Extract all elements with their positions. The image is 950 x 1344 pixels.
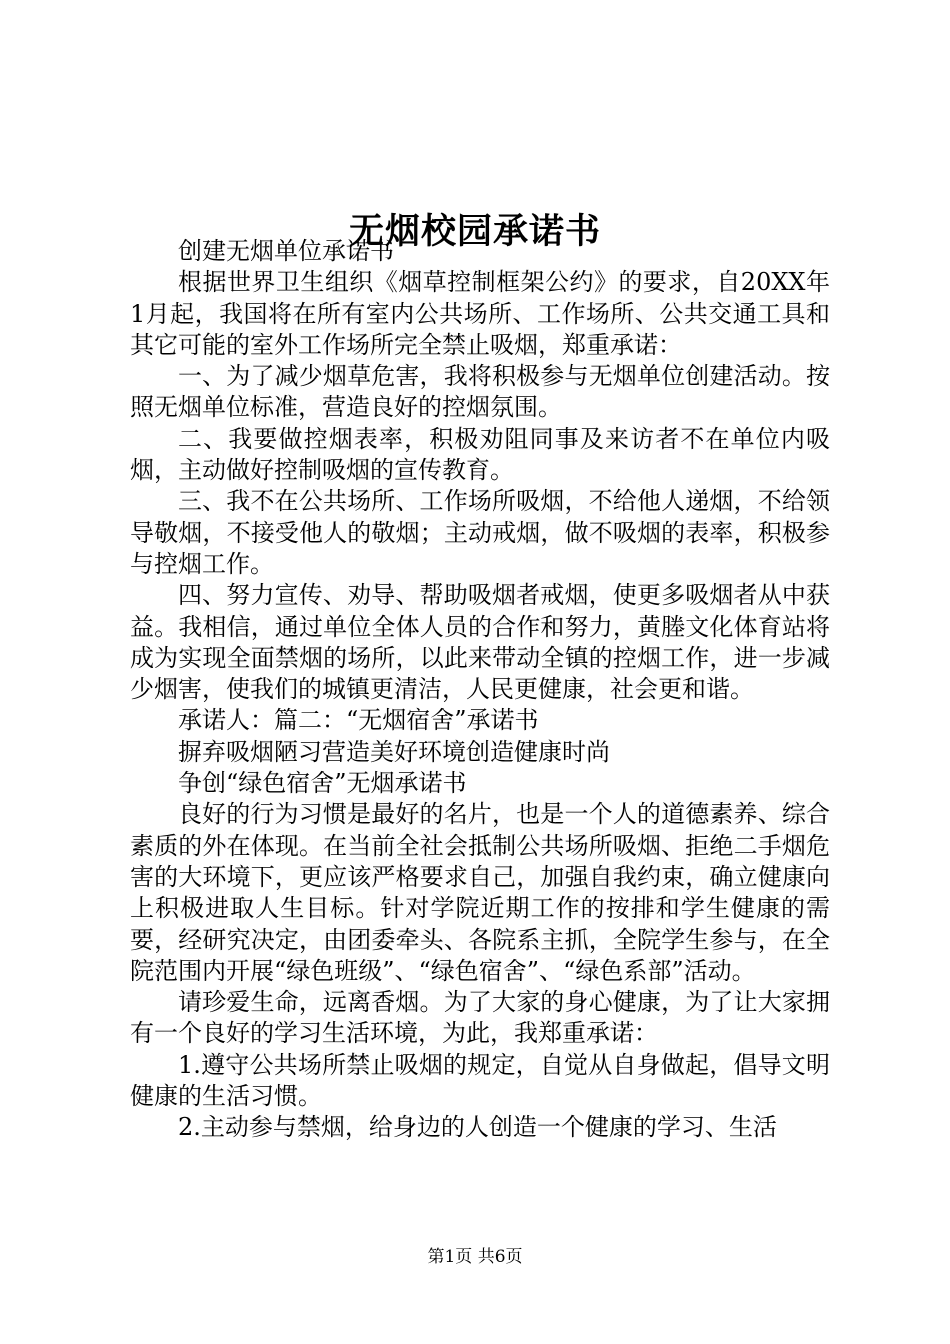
- paragraph: 2.主动参与禁烟，给身边的人创造一个健康的学习、生活: [178, 1113, 777, 1142]
- paragraph: 根据世界卫生组织《烟草控制框架公约》的要求，自20XX年1月起，我国将在所有室内公共场所、工作场所、公共交通工具和其它可能的室外工作场所完全禁止吸烟，郑重承诺：: [130, 268, 830, 359]
- page-number-footer: 第1页 共6页: [427, 1247, 523, 1267]
- paragraph: 争创“绿色宿舍”无烟承诺书: [178, 769, 467, 798]
- paragraph: 请珍爱生命，远离香烟。为了大家的身心健康，为了让大家拥有一个良好的学习生活环境，为此，我郑重承诺：: [130, 988, 830, 1048]
- paragraph: 四、努力宣传、劝导、帮助吸烟者戒烟，使更多吸烟者从中获益。我相信，通过单位全体人员的合作和努力，黄塍文化体育站将成为实现全面禁烟的场所，以此来带动全镇的控烟工作，进一步减少烟害，使我们的城镇更清洁，人民更健康，社会更和谐。: [130, 581, 830, 704]
- paragraph: 创建无烟单位承诺书: [178, 237, 394, 265]
- paragraph: 承诺人：篇二：“无烟宿舍”承诺书: [178, 706, 539, 735]
- paragraph: 1.遵守公共场所禁止吸烟的规定，自觉从自身做起，倡导文明健康的生活习惯。: [130, 1050, 830, 1111]
- page-title: 无烟校园承诺书: [348, 211, 601, 253]
- paragraph: 三、我不在公共场所、工作场所吸烟，不给他人递烟，不给领导敬烟，不接受他人的敬烟；主动戒烟，做不吸烟的表率，积极参与控烟工作。: [130, 487, 830, 578]
- paragraph: 摒弃吸烟陋习营造美好环境创造健康时尚: [178, 737, 610, 766]
- paragraph: 一、为了减少烟草危害，我将积极参与无烟单位创建活动。按照无烟单位标准，营造良好的控烟氛围。: [130, 362, 830, 422]
- paragraph: 良好的行为习惯是最好的名片，也是一个人的道德素养、综合素质的外在体现。在当前全社会抵制公共场所吸烟、拒绝二手烟危害的大环境下，更应该严格要求自己，加强自我约束，确立健康向上积极进取人生目标。针对学院近期工作的按排和学生健康的需要，经研究决定，由团委牵头、各院系主抓，全院学生参与，在全院范围内开展“绿色班级”、“绿色宿舍”、“绿色系部”活动。: [130, 800, 830, 985]
- paragraph: 二、我要做控烟表率，积极劝阻同事及来访者不在单位内吸烟，主动做好控制吸烟的宣传教育。: [130, 424, 830, 485]
- document-body: [130, 236, 830, 1144]
